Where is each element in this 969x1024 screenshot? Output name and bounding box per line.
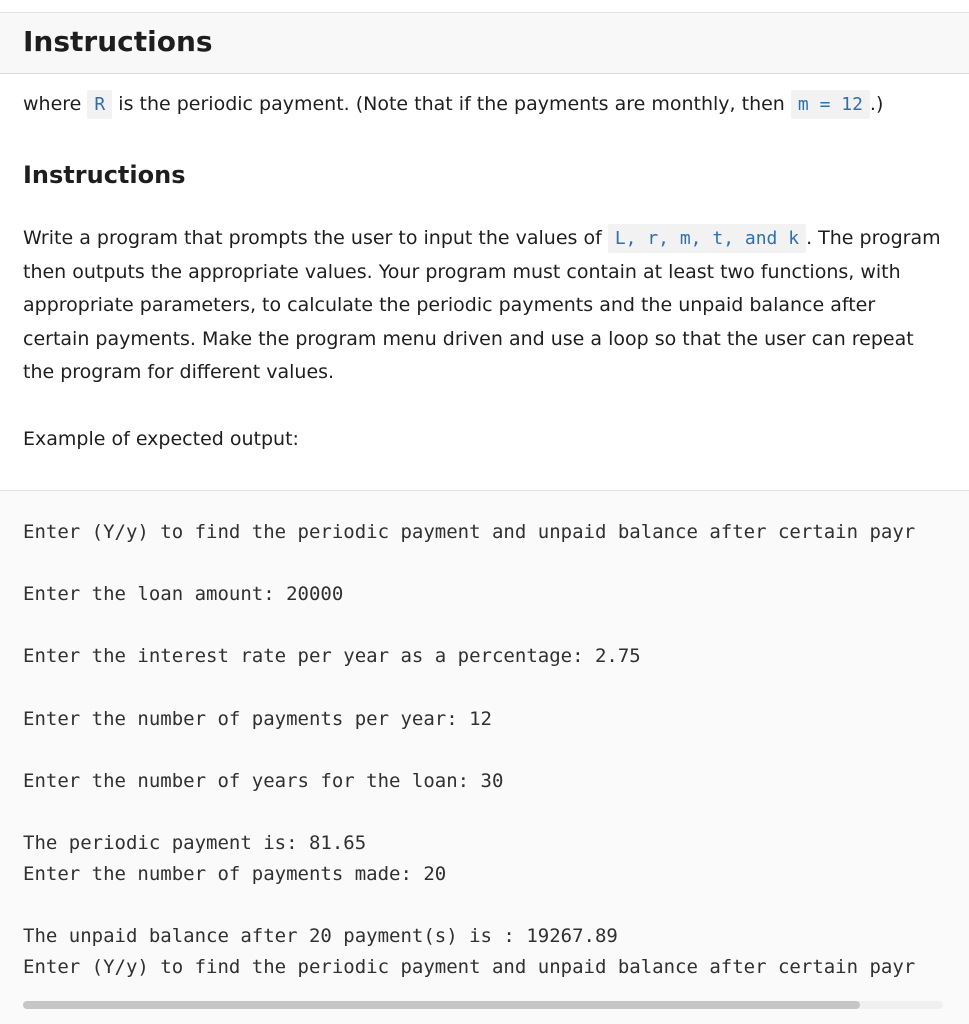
output-line: Enter the number of payments per year: 12 (23, 707, 492, 730)
intro-paragraph (23, 88, 883, 122)
output-line: Enter (Y/y) to find the periodic payment and unpaid balance after certain payr (23, 521, 916, 543)
code-m-equals-12: m = 12 (791, 90, 870, 119)
output-line: Enter the interest rate per year as a percentage: 2.75 (23, 645, 641, 668)
output-line: Enter (Y/y) to find the periodic payment and unpaid balance after certain payr (23, 956, 916, 979)
section-heading: Instructions (23, 161, 186, 189)
scrollbar-thumb[interactable] (23, 1001, 860, 1009)
intro-text-middle: is the periodic payment. (Note that if the payments are monthly, then (112, 93, 791, 115)
example-output-text (23, 517, 943, 983)
example-output-panel[interactable] (0, 490, 969, 1024)
intro-text-after: .) (869, 93, 884, 115)
output-line: The periodic payment is: 81.65 (23, 831, 367, 854)
output-line: The unpaid balance after 20 payment(s) is : 19267.89 (23, 925, 618, 948)
intro-text-before: where (23, 93, 88, 115)
main-paragraph (23, 222, 943, 390)
example-label: Example of expected output: (23, 428, 299, 450)
horizontal-scrollbar[interactable] (23, 1001, 943, 1009)
code-r: R (87, 90, 112, 119)
header-title: Instructions (23, 25, 213, 58)
output-line: Enter the number of years for the loan: 30 (23, 769, 504, 792)
output-line: Enter the number of payments made: 20 (23, 863, 447, 886)
output-line: Enter the loan amount: 20000 (23, 583, 344, 606)
main-text-after: . The program then outputs the appropriate values. Your program must contain at least two functions, with appropriate parameters, to calculate the periodic payments and the unpaid balance after certain payments. Make the program menu driven and use a loop so that the user can repeat the program for different values. (23, 227, 941, 383)
main-text-before: Write a program that prompts the user to input the values of (23, 227, 608, 249)
header-bar (0, 13, 969, 74)
code-variables: L, r, m, t, and k (608, 224, 806, 253)
